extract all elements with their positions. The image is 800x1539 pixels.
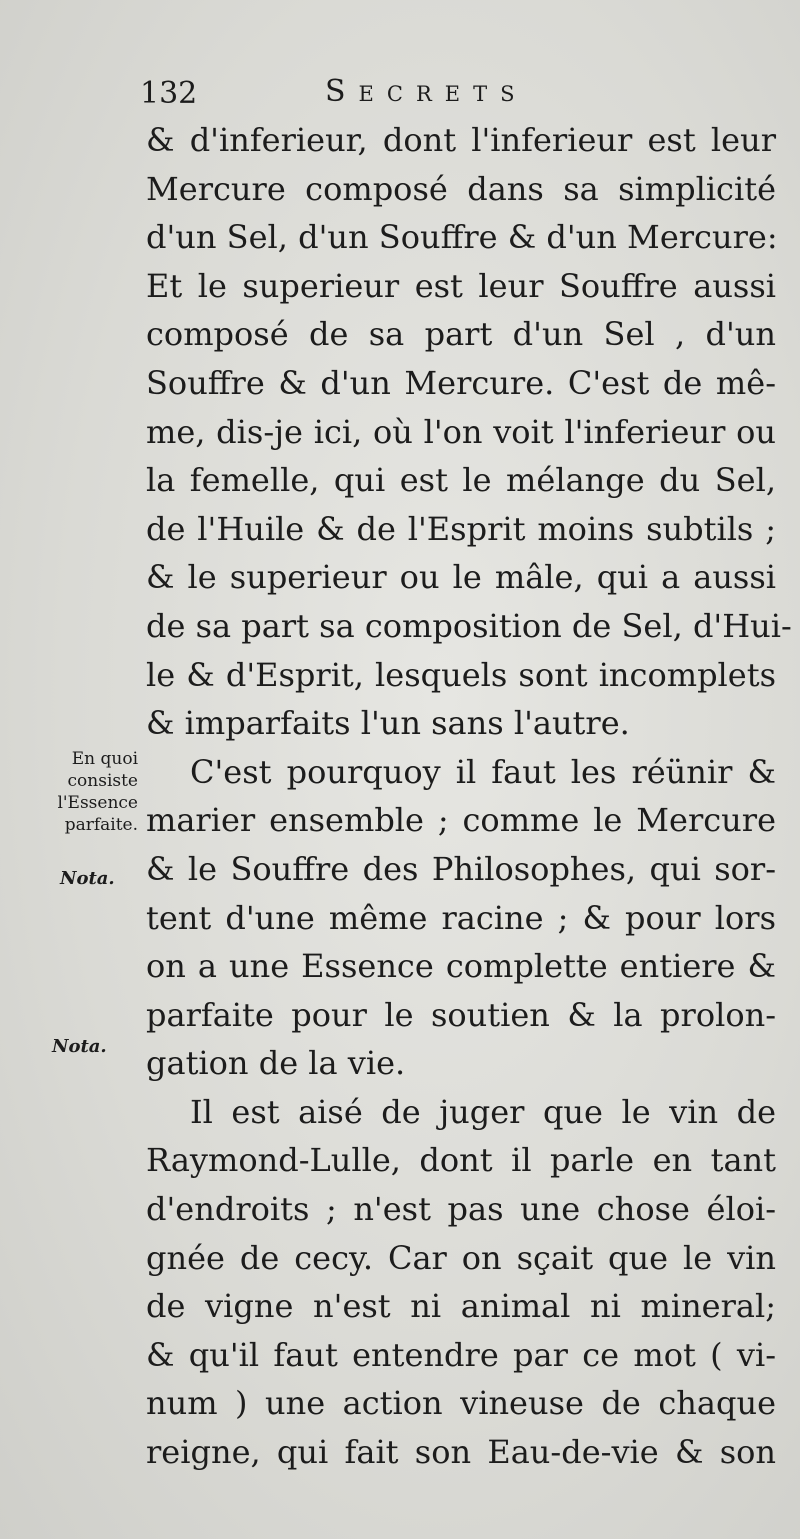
page-header: [140, 72, 780, 122]
text-line: & le superieur ou le mâle, qui a aussi: [146, 558, 776, 597]
text-line: tent d'une même racine ; & pour lors: [146, 898, 776, 937]
paragraph-start-line: Il est aisé de juger que le vin de: [190, 1092, 776, 1131]
text-line: reigne, qui fait son Eau-de-vie & son: [146, 1433, 776, 1472]
text-line: & qu'il faut entendre par ce mot ( vi-: [146, 1335, 776, 1374]
running-title: Secrets: [325, 74, 528, 109]
margin-nota-2: Nota.: [52, 1036, 107, 1057]
text-line: gation de la vie.: [146, 1044, 406, 1083]
text-line: Mercure composé dans sa simplicité: [146, 169, 776, 208]
text-line: gnée de cecy. Car on sçait que le vin: [146, 1238, 776, 1277]
text-line: composé de sa part d'un Sel , d'un: [146, 315, 776, 354]
text-line: de vigne n'est ni animal ni mineral;: [146, 1287, 776, 1326]
text-line: Raymond-Lulle, dont il parle en tant: [146, 1141, 776, 1180]
text-line: & le Souffre des Philosophes, qui sor-: [146, 849, 776, 888]
text-line: marier ensemble ; comme le Mercure: [146, 801, 776, 840]
margin-nota-1: Nota.: [60, 868, 115, 889]
margin-note-line: En quoi: [71, 749, 138, 769]
margin-note-essence: [38, 748, 138, 836]
text-line: de l'Huile & de l'Esprit moins subtils ;: [146, 509, 776, 548]
text-line: Et le superieur est leur Souffre aussi: [146, 266, 776, 305]
page-number: 132: [140, 76, 198, 111]
margin-note-line: parfaite.: [64, 815, 138, 835]
margin-note-line: l'Essence: [57, 793, 138, 813]
text-line: d'un Sel, d'un Souffre & d'un Mercure:: [146, 218, 778, 257]
text-line: le & d'Esprit, lesquels sont incomplets: [146, 655, 776, 694]
text-line: num ) une action vineuse de chaque: [146, 1384, 776, 1423]
text-line: parfaite pour le soutien & la prolon-: [146, 995, 776, 1034]
text-line: & imparfaits l'un sans l'autre.: [146, 704, 630, 743]
text-line: d'endroits ; n'est pas une chose éloi-: [146, 1190, 776, 1229]
text-line: & d'inferieur, dont l'inferieur est leur: [146, 121, 776, 159]
paragraph-start-line: C'est pourquoy il faut les réünir &: [190, 752, 776, 791]
text-line: la femelle, qui est le mélange du Sel,: [146, 461, 776, 500]
text-line: me, dis-je ici, où l'on voit l'inferieur ou: [146, 412, 776, 451]
text-line: on a une Essence complette entiere &: [146, 947, 776, 986]
body-text: [146, 116, 792, 1477]
text-line: de sa part sa composition de Sel, d'Hui-: [146, 606, 792, 645]
margin-note-line: consiste: [67, 771, 138, 791]
text-line: Souffre & d'un Mercure. C'est de mê-: [146, 363, 776, 402]
